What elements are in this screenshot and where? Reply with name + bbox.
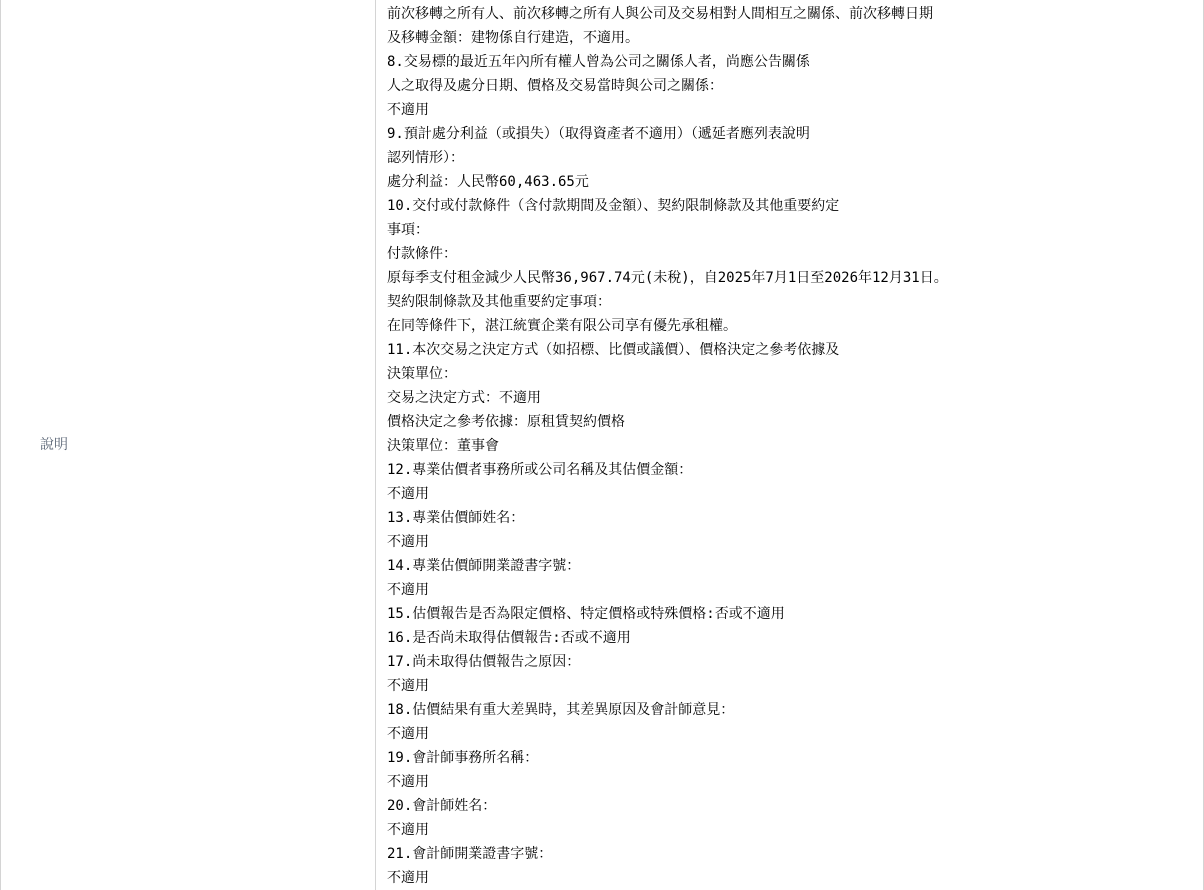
content-line: 事項： <box>387 222 429 238</box>
content-line: 不適用 <box>387 774 429 790</box>
description-content <box>387 0 1197 890</box>
content-line: 14.專業估價師開業證書字號： <box>387 558 581 574</box>
content-line: 不適用 <box>387 534 429 550</box>
content-line: 不適用 <box>387 822 429 838</box>
label-cell <box>2 0 376 890</box>
content-line: 17.尚未取得估價報告之原因： <box>387 654 581 670</box>
content-line: 契約限制條款及其他重要約定事項： <box>387 294 611 310</box>
content-line: 及移轉金額：建物係自行建造，不適用。 <box>387 30 639 46</box>
content-line: 決策單位： <box>387 366 457 382</box>
content-line: 前次移轉之所有人、前次移轉之所有人與公司及交易相對人間相互之關係、前次移轉日期 <box>387 6 933 22</box>
content-line: 12.專業估價者事務所或公司名稱及其估價金額： <box>387 462 693 478</box>
content-line: 不適用 <box>387 486 429 502</box>
content-line: 19.會計師事務所名稱： <box>387 750 539 766</box>
content-line: 決策單位：董事會 <box>387 438 499 454</box>
row-label: 說明 <box>40 437 68 453</box>
content-line: 不適用 <box>387 678 429 694</box>
content-line: 不適用 <box>387 870 429 886</box>
content-line: 原每季支付租金減少人民幣36,967.74元(未稅)，自2025年7月1日至2026年12月31日。 <box>387 270 948 286</box>
content-line: 付款條件： <box>387 246 457 262</box>
content-line: 10.交付或付款條件（含付款期間及金額）、契約限制條款及其他重要約定 <box>387 198 840 214</box>
content-line: 13.專業估價師姓名： <box>387 510 525 526</box>
content-line: 21.會計師開業證書字號： <box>387 846 553 862</box>
content-line: 不適用 <box>387 582 429 598</box>
content-line: 15.估價報告是否為限定價格、特定價格或特殊價格:否或不適用 <box>387 606 785 622</box>
content-line: 不適用 <box>387 102 429 118</box>
content-line: 9.預計處分利益（或損失）（取得資產者不適用）（遞延者應列表說明 <box>387 126 810 142</box>
content-line: 在同等條件下，湛江統實企業有限公司享有優先承租權。 <box>387 318 737 334</box>
content-line: 人之取得及處分日期、價格及交易當時與公司之關係： <box>387 78 723 94</box>
content-line: 11.本次交易之決定方式（如招標、比價或議價）、價格決定之參考依據及 <box>387 342 840 358</box>
content-line: 認列情形）： <box>387 150 464 166</box>
content-line: 8.交易標的最近五年內所有權人曾為公司之關係人者，尚應公告關係 <box>387 54 810 70</box>
content-line: 處分利益：人民幣60,463.65元 <box>387 174 589 190</box>
content-line: 不適用 <box>387 726 429 742</box>
content-line: 20.會計師姓名： <box>387 798 497 814</box>
content-line: 交易之決定方式：不適用 <box>387 390 541 406</box>
content-line: 16.是否尚未取得估價報告:否或不適用 <box>387 630 631 646</box>
content-line: 價格決定之參考依據：原租賃契約價格 <box>387 414 625 430</box>
content-line: 18.估價結果有重大差異時，其差異原因及會計師意見： <box>387 702 735 718</box>
